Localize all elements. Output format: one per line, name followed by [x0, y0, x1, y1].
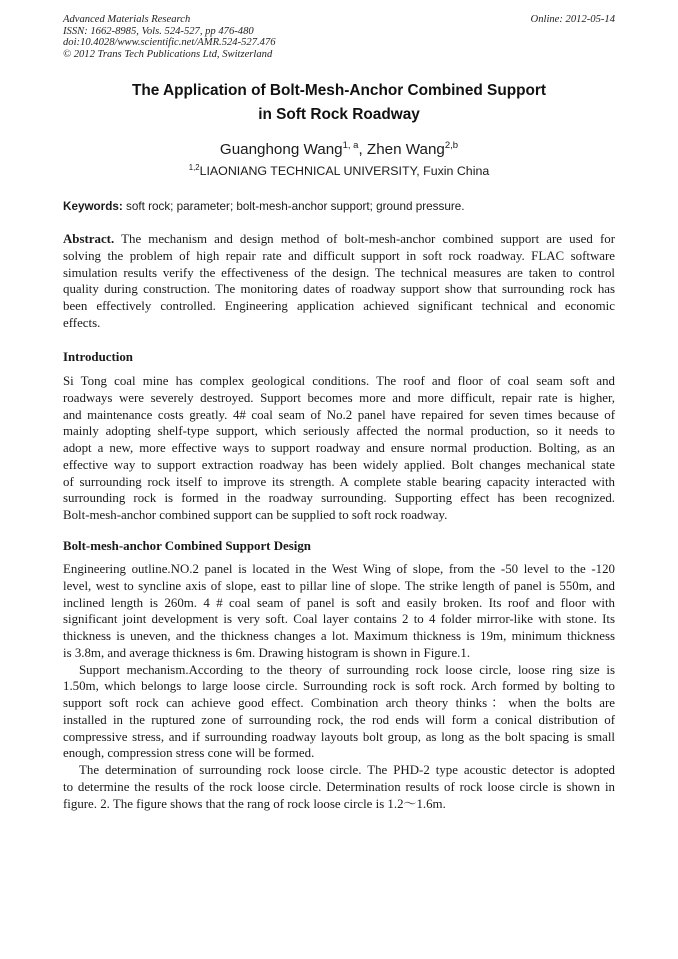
design-line: is 3.8m, and average thickness is 6m. Drawing histogram is shown in Figure.1.	[63, 645, 471, 660]
abstract-label: Abstract.	[63, 232, 115, 246]
author-separator: ,	[358, 141, 367, 158]
author-list	[63, 140, 615, 160]
introduction-heading: Introduction	[63, 350, 133, 364]
publication-header	[63, 14, 615, 60]
design-line: 1.50m, which belongs to large loose circle. Surrounding rock is soft rock. Arch formed by bolting to	[63, 679, 615, 694]
introduction-line: adopt a new, more effective ways to support roadway and ensure normal production. Bolting, as an	[63, 441, 615, 455]
doi-line: doi:10.4028/www.scientific.net/AMR.524-527.476	[63, 37, 276, 49]
design-line: figure. 2. The figure shows that the rang of rock loose circle is 1.2～1.6m.	[63, 796, 446, 811]
design-heading: Bolt-mesh-anchor Combined Support Design	[63, 539, 311, 553]
abstract-line: been effectively controlled. Engineering application achieved significant technical and economic	[63, 299, 615, 313]
issn-line: ISSN: 1662-8985, Vols. 524-527, pp 476-480	[63, 25, 254, 37]
keywords-label: Keywords:	[63, 200, 123, 213]
design-line: installed in the ruptured zone of surrounding rock, the rod ends will form a conical distribution of	[63, 712, 615, 727]
design-line: support soft rock can achieve good effect. Combination arch theory thinks：when the bolts are	[63, 696, 615, 710]
abstract	[63, 231, 615, 332]
design-line: significant joint development is very soft. Coal layer contains 2 to 4 folder mirror-like with stone. Its	[63, 612, 615, 627]
author-1-name: Guanghong Wang	[219, 141, 343, 158]
title-line-1: The Application of Bolt-Mesh-Anchor Combined Support	[131, 82, 547, 99]
introduction-line: effective way to support extraction roadway has been widely applied. Bolt changes mechanical state	[63, 457, 615, 472]
introduction-line: Si Tong coal mine has complex geological conditions. The roof and floor of coal seam soft and	[63, 374, 615, 388]
design-line: Support mechanism.According to the theory of surrounding rock loose circle, loose ring size is	[79, 662, 615, 677]
copyright-line: © 2012 Trans Tech Publications Ltd, Switzerland	[63, 48, 273, 60]
introduction-line: and maintenance costs greatly. 4# coal seam of No.2 panel have repaired for seven times because of	[63, 407, 615, 422]
affiliation-mark: 1,2	[188, 162, 200, 172]
journal-name: Advanced Materials Research	[63, 14, 191, 25]
design-line: inclined length is 260m. 4 # coal seam of panel is soft and easily broken. Its roof and floor with	[63, 595, 615, 610]
design-line: The determination of surrounding rock loose circle. The PHD-2 type acoustic detector is adopted	[79, 763, 615, 777]
affiliation	[63, 162, 615, 180]
design-line: enough, compression stress cone will be formed.	[63, 746, 315, 761]
design-text	[63, 561, 615, 812]
keywords-text: soft rock; parameter; bolt-mesh-anchor support; ground pressure.	[122, 200, 465, 213]
introduction-text	[63, 373, 615, 524]
introduction-line: Bolt-mesh-anchor combined support can be supplied to soft rock roadway.	[63, 508, 448, 522]
author-1-affil-mark: 1, a	[342, 139, 359, 151]
introduction-line: roadways were severely destroyed. Support becomes more and more difficult, repair rate is higher,	[63, 390, 615, 405]
author-2-name: Zhen Wang	[366, 141, 445, 158]
design-line: compressive stress, and if surrounding roadway layouts bolt group, as long as the bolt spacing is small	[63, 729, 615, 744]
title-line-2: in Soft Rock Roadway	[258, 106, 420, 123]
introduction-line: of surrounding rock itself to improve its strength. A complete stable bearing capacity interacted with	[63, 474, 615, 489]
introduction-line: mainly adopting shelf-type support, which seriously affected the normal production, so it needs to	[63, 424, 615, 439]
design-line: Engineering outline.NO.2 panel is located in the West Wing of slope, from the -50 level to the -120	[63, 562, 615, 576]
abstract-line: simulation results verify the effectiveness of the design. The technical measures are taken to control	[63, 265, 615, 280]
design-line: to determine the results of the rock loose circle. Determination results of rock loose circle is shown in	[63, 779, 615, 794]
design-line: thickness is uneven, and the thickness changes a lot. Maximum thickness is 19m, minimum thickness	[63, 629, 615, 643]
abstract-line: quality during construction. The monitoring dates of roadway support show that surrounding rock has	[63, 282, 615, 297]
author-2-affil-mark: 2,b	[444, 139, 459, 151]
design-line: level, west to syncline axis of slope, east to pillar line of slope. The strike length of panel is 550m, and	[63, 578, 615, 593]
abstract-line: effects.	[63, 315, 101, 330]
abstract-line: Abstract. The mechanism and design method of bolt-mesh-anchor combined support are used for	[63, 232, 615, 246]
keywords	[63, 198, 615, 216]
online-date: Online: 2012-05-14	[530, 14, 615, 25]
paper-title	[63, 79, 615, 127]
introduction-line: surrounding rock is formed in the roadway surrounding. Supporting effect has been recognized.	[63, 491, 615, 506]
affiliation-text: LIAONIANG TECHNICAL UNIVERSITY, Fuxin China	[199, 164, 490, 178]
abstract-line: solving the problem of high repair rate and difficult support in soft rock roadway. FLAC software	[63, 248, 615, 263]
